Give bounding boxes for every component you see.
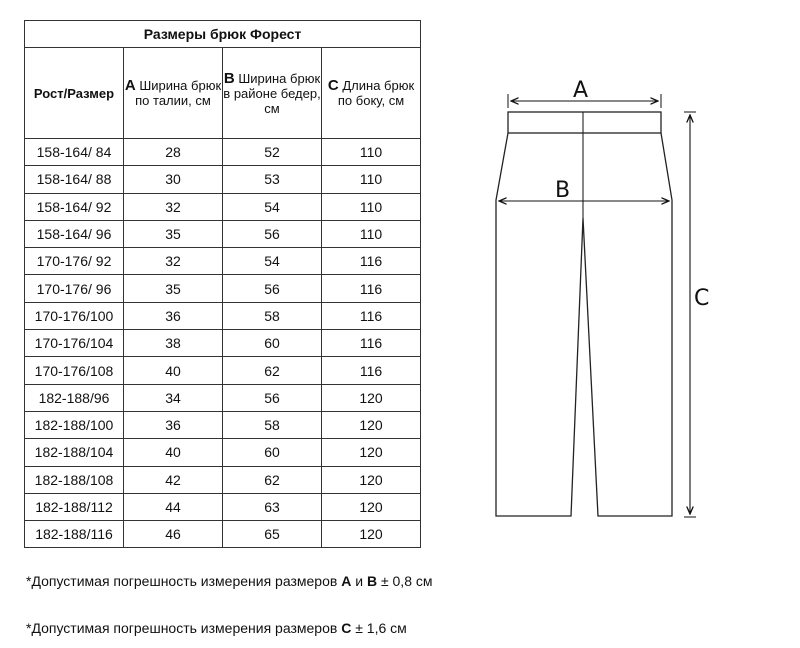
cell-a: 32 — [124, 193, 223, 220]
dimension-c-label: C — [694, 286, 710, 311]
cell-a: 28 — [124, 139, 223, 166]
cell-b: 65 — [223, 521, 322, 548]
pants-diagram — [485, 70, 735, 530]
table-row — [25, 275, 421, 302]
cell-c: 110 — [322, 139, 421, 166]
cell-c: 116 — [322, 357, 421, 384]
cell-c: 120 — [322, 384, 421, 411]
cell-c: 110 — [322, 220, 421, 247]
header-a — [124, 48, 223, 139]
cell-b: 56 — [223, 220, 322, 247]
cell-size: 170-176/ 92 — [25, 248, 124, 275]
cell-b: 60 — [223, 439, 322, 466]
table-row — [25, 220, 421, 247]
cell-a: 40 — [124, 439, 223, 466]
cell-size: 170-176/108 — [25, 357, 124, 384]
table-row — [25, 330, 421, 357]
table-row — [25, 384, 421, 411]
size-table — [24, 20, 421, 548]
size-table-body — [25, 139, 421, 548]
note-1-prefix: *Допустимая погрешность измерения размеров — [26, 573, 342, 589]
table-row — [25, 357, 421, 384]
cell-size: 182-188/100 — [25, 411, 124, 438]
cell-a: 35 — [124, 220, 223, 247]
note-1-and: и — [351, 573, 367, 589]
cell-a: 32 — [124, 248, 223, 275]
cell-a: 35 — [124, 275, 223, 302]
cell-size: 158-164/ 84 — [25, 139, 124, 166]
cell-size: 182-188/104 — [25, 439, 124, 466]
cell-b: 56 — [223, 275, 322, 302]
cell-c: 116 — [322, 275, 421, 302]
table-row — [25, 139, 421, 166]
cell-a: 34 — [124, 384, 223, 411]
header-b-text: Ширина брюк в районе бедер, см — [223, 70, 321, 116]
header-size: Рост/Размер — [25, 48, 124, 139]
header-c-letter: C — [327, 77, 339, 94]
cell-a: 36 — [124, 302, 223, 329]
cell-b: 60 — [223, 330, 322, 357]
table-row — [25, 466, 421, 493]
cell-b: 62 — [223, 466, 322, 493]
cell-a: 40 — [124, 357, 223, 384]
cell-b: 52 — [223, 139, 322, 166]
note-2-suffix: ± 1,6 см — [351, 620, 407, 636]
cell-c: 120 — [322, 466, 421, 493]
cell-size: 170-176/104 — [25, 330, 124, 357]
table-title: Размеры брюк Форест — [25, 21, 421, 48]
cell-a: 38 — [124, 330, 223, 357]
cell-c: 120 — [322, 521, 421, 548]
pants-outline — [496, 133, 672, 516]
cell-size: 170-176/ 96 — [25, 275, 124, 302]
header-c — [322, 48, 421, 139]
table-row — [25, 166, 421, 193]
table-row — [25, 248, 421, 275]
cell-size: 158-164/ 96 — [25, 220, 124, 247]
cell-b: 54 — [223, 193, 322, 220]
cell-size: 182-188/96 — [25, 384, 124, 411]
cell-b: 58 — [223, 411, 322, 438]
note-1-a: A — [341, 573, 352, 589]
cell-b: 58 — [223, 302, 322, 329]
cell-size: 158-164/ 88 — [25, 166, 124, 193]
table-row — [25, 302, 421, 329]
cell-b: 54 — [223, 248, 322, 275]
cell-a: 42 — [124, 466, 223, 493]
cell-a: 36 — [124, 411, 223, 438]
dimension-a-label: A — [573, 78, 589, 103]
cell-b: 62 — [223, 357, 322, 384]
cell-c: 116 — [322, 330, 421, 357]
cell-b: 63 — [223, 493, 322, 520]
table-row — [25, 193, 421, 220]
note-1-b: B — [366, 573, 378, 589]
note-c-tolerance — [26, 620, 407, 636]
cell-b: 56 — [223, 384, 322, 411]
dimension-b-label: B — [555, 178, 571, 203]
cell-c: 110 — [322, 193, 421, 220]
cell-size: 182-188/112 — [25, 493, 124, 520]
header-a-text: Ширина брюк по талии, см — [135, 78, 222, 108]
table-row — [25, 439, 421, 466]
cell-b: 53 — [223, 166, 322, 193]
header-b — [223, 48, 322, 139]
cell-c: 120 — [322, 411, 421, 438]
note-ab-tolerance — [26, 573, 433, 589]
table-row — [25, 493, 421, 520]
cell-c: 120 — [322, 493, 421, 520]
cell-c: 116 — [322, 248, 421, 275]
pants-waistband — [508, 112, 661, 133]
header-a-letter: A — [124, 77, 136, 94]
cell-c: 120 — [322, 439, 421, 466]
cell-size: 182-188/116 — [25, 521, 124, 548]
note-2-prefix: *Допустимая погрешность измерения размеров — [26, 620, 342, 636]
cell-a: 30 — [124, 166, 223, 193]
header-c-text: Длина брюк по боку, см — [337, 78, 415, 108]
note-1-suffix: ± 0,8 см — [377, 573, 433, 589]
table-row — [25, 411, 421, 438]
cell-a: 44 — [124, 493, 223, 520]
note-2-c: C — [341, 620, 352, 636]
table-row — [25, 521, 421, 548]
header-b-letter: B — [223, 69, 235, 87]
cell-size: 182-188/108 — [25, 466, 124, 493]
cell-size: 158-164/ 92 — [25, 193, 124, 220]
cell-c: 116 — [322, 302, 421, 329]
cell-size: 170-176/100 — [25, 302, 124, 329]
cell-c: 110 — [322, 166, 421, 193]
cell-a: 46 — [124, 521, 223, 548]
